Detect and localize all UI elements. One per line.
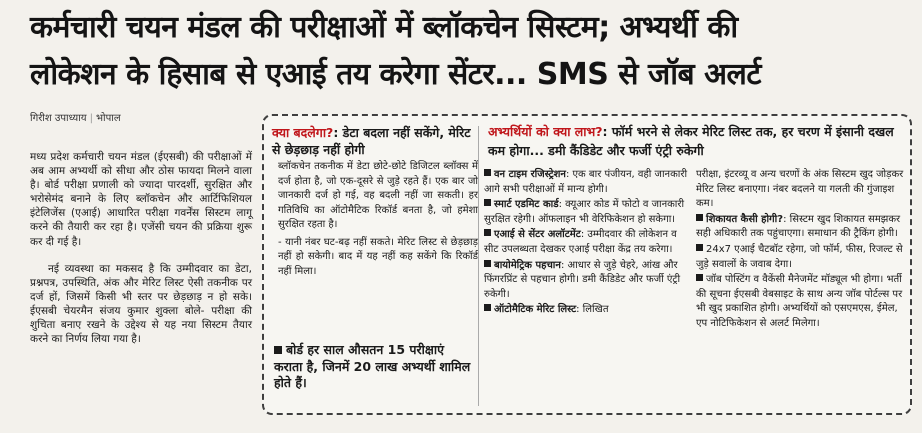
mid-highlight-text: बोर्ड हर साल औसतन 15 परीक्षाएं कराता है, जिनमें 20 लाख अभ्यर्थी शामिल होते हैं। bbox=[274, 342, 471, 390]
benefit-text: जॉब पोस्टिंग व वैकेंसी मैनेजमेंट मॉड्यूल भी होगा। भर्ती की सूचना ईएसबी वेबसाइट के साथ अन्य जॉब पोर्टल्स पर भी खुद प्रकाशित होगी। अभ्यर्थियों को एसएमएस, ईमेल, एप नोटिफिकेशन से अलर्ट मिलेगा। bbox=[696, 274, 903, 329]
benefit-item bbox=[484, 259, 689, 303]
benefits-column-1 bbox=[484, 168, 689, 319]
mid-column-heading bbox=[272, 124, 472, 158]
benefit-item bbox=[696, 213, 908, 242]
benefit-item bbox=[484, 168, 689, 197]
headline bbox=[30, 4, 920, 98]
benefit-text: : लिखित bbox=[576, 304, 609, 316]
right-question: अभ्यर्थियों को क्या लाभ? bbox=[488, 124, 603, 139]
benefit-text: : आधार से जुड़े चेहरे, आंख और फिंगरप्रिंट से पहचान होगी। डमी कैंडिडेट और फर्जी एंट्री रुकेगी। bbox=[484, 259, 681, 300]
benefit-item bbox=[484, 303, 689, 318]
benefit-title: स्मार्ट एडमिट कार्ड bbox=[494, 199, 559, 211]
benefit-title: एआई से सेंटर अलॉटमेंट bbox=[494, 229, 581, 241]
mid-question: क्या बदलेगा? bbox=[272, 125, 334, 140]
bullet-square-icon bbox=[696, 244, 703, 251]
benefit-text: : उम्मीदवार की लोकेशन व सीट उपलब्धता देखकर एआई परीक्षा केंद्र तय करेगा। bbox=[484, 229, 677, 255]
bullet-square-icon bbox=[484, 260, 491, 267]
byline bbox=[30, 110, 121, 124]
benefit-text: : क्यूआर कोड में फोटो व जानकारी सुरक्षित रहेगी। ऑफलाइन भी वेरिफिकेशन हो सकेगा। bbox=[484, 199, 685, 225]
benefit-item bbox=[484, 198, 689, 227]
bullet-square-icon bbox=[484, 229, 491, 236]
benefit-title: बायोमेट्रिक पहचान bbox=[494, 259, 561, 271]
mid-body-para-1: ब्लॉकचेन तकनीक में डेटा छोटे-छोटे डिजिटल ब्लॉक्स में दर्ज होता है, जो एक-दूसरे से जुड़े रहते हैं। एक बार जो जानकारी दर्ज हो गई, वह बदली नहीं जा सकती। हर गतिविधि का ऑटोमैटिक रिकॉर्ड बनता है, जो हमेशा सुरक्षित रहता है। bbox=[278, 161, 478, 230]
article-paragraph-2: नई व्यवस्था का मकसद है कि उम्मीदवार का डेटा, प्रश्नपत्र, उपस्थिति, अंक और मेरिट लिस्ट ऐसी तकनीक पर दर्ज हों, जिसमें किसी भी स्तर पर छेड़छाड़ न हो सके। ईएसबी चेयरमैन संजय कुमार शुक्ला बोले- परीक्षा की शुचिता बनाए रखने के उद्देश्य से यह नया सिस्टम तैयार करने का निर्णय लिया गया है। bbox=[30, 263, 252, 346]
info-box bbox=[262, 114, 912, 415]
mid-highlight bbox=[274, 342, 474, 392]
bullet-square-icon bbox=[274, 346, 282, 354]
benefit-title: वन टाइम रजिस्ट्रेशन bbox=[494, 169, 566, 180]
dateline-city: भोपाल bbox=[95, 113, 121, 124]
mid-body-para-2: - यानी नंबर घट-बढ़ नहीं सकते। मेरिट लिस्ट से छेड़छाड़ नहीं हो सकेगी। बाद में यह नहीं कह सकेंगे कि रिकॉर्ड नहीं मिला। bbox=[278, 236, 478, 277]
benefit-title: ऑटोमैटिक मेरिट लिस्ट bbox=[494, 304, 577, 316]
mid-heading-text: : डेटा बदला नहीं सकेंगे, मेरिट से छेड़छाड़ नहीं होगी bbox=[272, 125, 471, 157]
bullet-square-icon bbox=[484, 199, 491, 206]
benefit-text: : एक बार पंजीयन, वही जानकारी आगे सभी परीक्षाओं में मान्य होगी। bbox=[484, 169, 688, 195]
bullet-square-icon bbox=[484, 304, 491, 311]
article-paragraph-1: मध्य प्रदेश कर्मचारी चयन मंडल (ईएसबी) की परीक्षाओं में अब आम अभ्यर्थी को सीधा और ठोस फायदा मिलने वाला है। बोर्ड परीक्षा प्रणाली को ज्यादा पारदर्शी, सुरक्षित और भरोसेमंद बनाने के लिए ब्लॉकचेन और आर्टिफिशियल इंटेलिजेंस (एआई) आधारित परीक्षा गवर्नेंस सिस्टम लागू करने की तैयारी कर रहा है। एजेंसी चयन की प्रक्रिया शुरू कर दी गई है। bbox=[30, 151, 252, 248]
mid-column-body bbox=[278, 160, 478, 282]
benefit-text: 24x7 एआई चैटबॉट रहेगा, जो फॉर्म, फीस, रिजल्ट से जुड़े सवालों के जवाब देगा। bbox=[696, 243, 903, 270]
benefit-title: शिकायत कैसी होगी? bbox=[706, 213, 784, 225]
headline-line-1: कर्मचारी चयन मंडल की परीक्षाओं में ब्लॉकचेन सिस्टम; अभ्यर्थी की bbox=[30, 10, 738, 45]
benefit-item bbox=[484, 228, 689, 257]
bullet-square-icon bbox=[696, 274, 703, 281]
benefit-item bbox=[696, 273, 908, 331]
author-name: गिरीश उपाध्याय bbox=[30, 113, 87, 124]
bullet-square-icon bbox=[696, 214, 703, 221]
benefit-continuation: परीक्षा, इंटरव्यू व अन्य चरणों के अंक सिस्टम खुद जोड़कर मेरिट लिस्ट बनाएगा। नंबर बदलने या गलती की गुंजाइश कम। bbox=[696, 169, 904, 210]
bullet-square-icon bbox=[484, 169, 491, 176]
right-column-heading bbox=[488, 122, 908, 160]
headline-line-2: लोकेशन के हिसाब से एआई तय करेगा सेंटर... SMS से जॉब अलर्ट bbox=[30, 57, 761, 92]
right-heading-text: : फॉर्म भरने से लेकर मेरिट लिस्ट तक, हर चरण में इंसानी दखल कम होगा... डमी कैंडिडेट और फर्जी एंट्री रुकेगी bbox=[488, 124, 894, 158]
benefits-column-2 bbox=[696, 168, 908, 333]
benefit-text: : सिस्टम खुद शिकायत समझकर सही अधिकारी तक पहुंचाएगा। समाधान की ट्रैकिंग होगी। bbox=[696, 213, 901, 240]
benefit-item bbox=[696, 243, 908, 272]
column-divider bbox=[478, 126, 479, 406]
byline-separator: | bbox=[89, 113, 93, 124]
